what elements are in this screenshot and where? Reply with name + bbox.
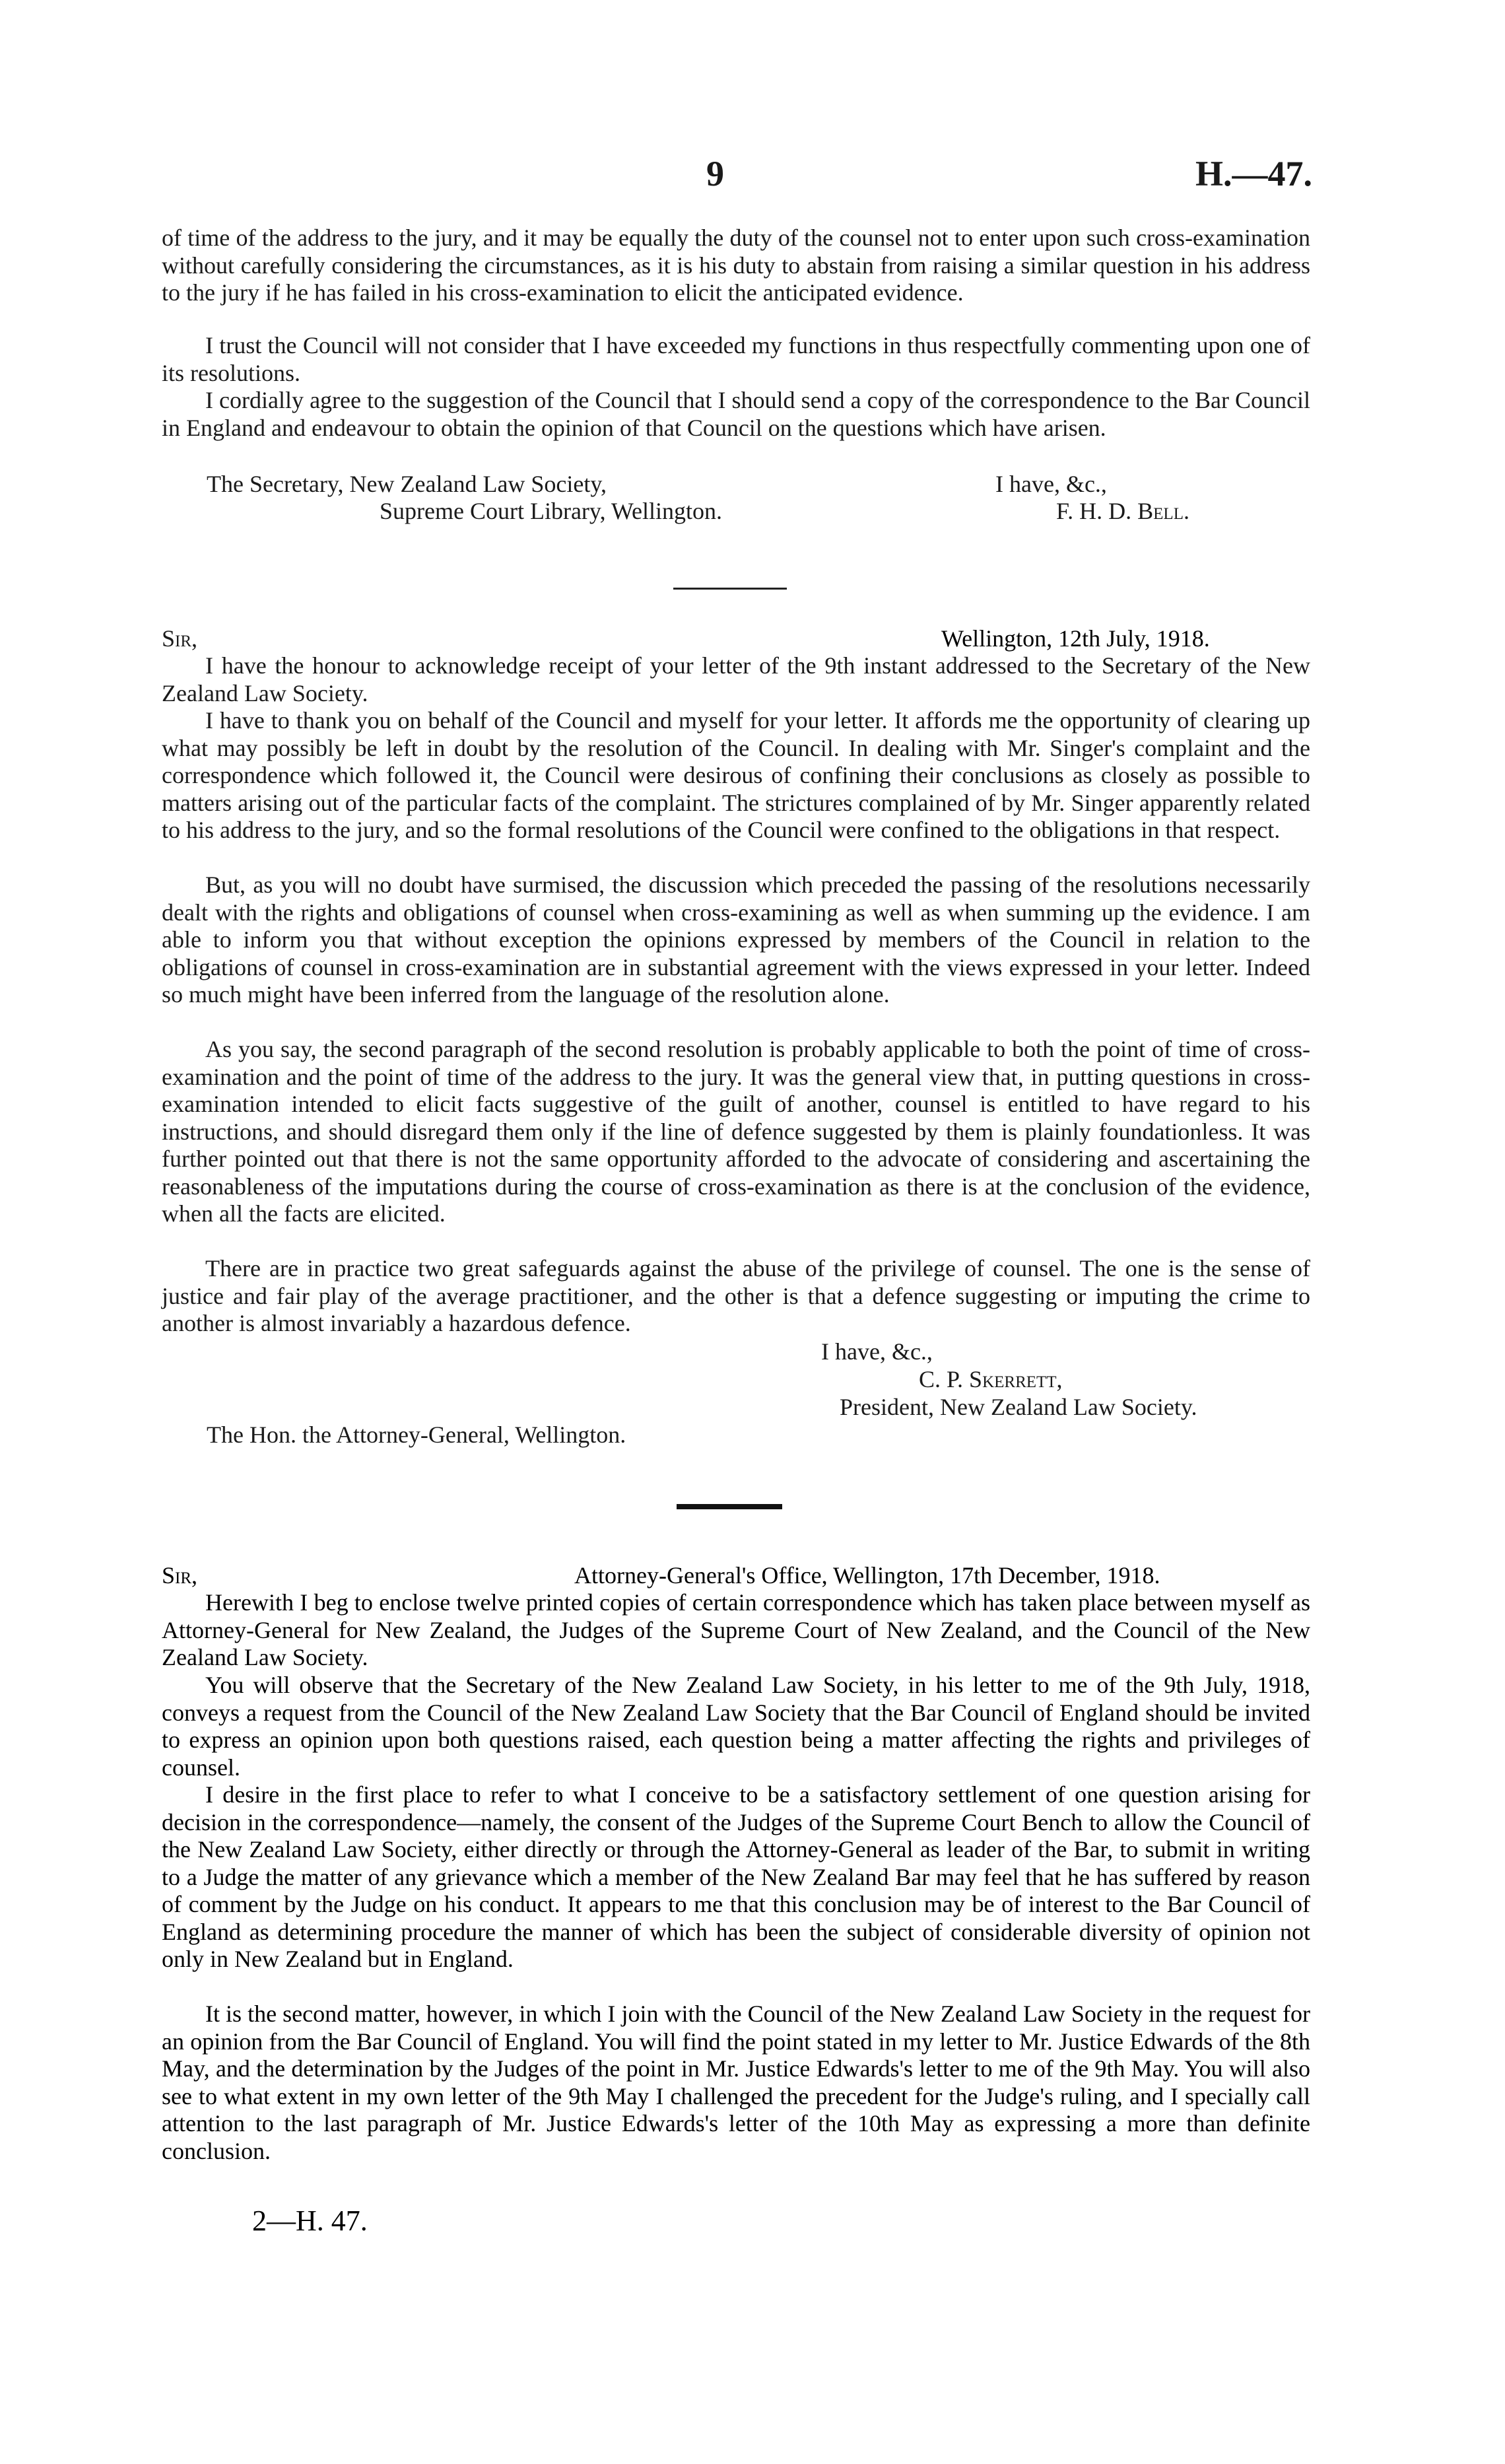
section-divider-2 [677, 1504, 782, 1509]
letter-2-paragraph-5: There are in practice two great safeguards against the abuse of the privilege of counsel. The one is the sense of justice and fair play of the average practitioner, and the other is that a defence suggesting or imputing the crime to another is almost invariably a hazardous defence. [162, 1255, 1310, 1336]
letter-2-paragraph-4: As you say, the second paragraph of the second resolution is probably applicable to both the point of time of cross-examination and the point of time of the address to the jury. It was the general view that, in putting questions in cross-examination intended to elicit facts suggestive of the guilt of another, counsel is entitled to have regard to his instructions, and should disregard them only if the line of defence suggested by them is plainly foundationless. It was further pointed out that there is not the same opportunity afforded to the advocate of considering and ascertaining the reasonableness of the imputations during the course of cross-examination as there is at the conclusion of the evidence, when all the facts are elicited. [162, 1036, 1310, 1227]
letter-3-paragraph-4: It is the second matter, however, in which I join with the Council of the New Zealand Law Society in the request for an opinion from the Bar Council of England. You will find the point stated in my letter to Mr. Justice Edwards of the 8th May, and the determination by the Judges of the point in Mr. Justice Edwards's letter to me of the 9th May. You will also see to what extent in my own letter of the 9th May I challenged the precedent for the Judge's ruling, and I specially call attention to the last paragraph of Mr. Justice Edwards's letter of the 10th May as expressing a more than definite conclusion. [162, 2001, 1310, 2164]
section-divider-1 [673, 588, 787, 590]
letter-2-paragraph-3: But, as you will no doubt have surmised, the discussion which preceded the passing of the resolutions necessarily dealt with the rights and obligations of counsel when cross-examining as well as when summing up the evidence. I am able to inform you that without exception the opinions expressed by members of the Council in relation to the obligations of counsel in cross-examination are in substantial agreement with the views expressed in your letter. Indeed so much might have been inferred from the language of the resolution alone. [162, 872, 1310, 1008]
letter-3-paragraph-1: Herewith I beg to enclose twelve printed copies of certain correspondence which has taken place between myself as Attorney-General for New Zealand, the Judges of the Supreme Court of New Zealand, and the Council of the New Zealand Law Society. [162, 1589, 1310, 1670]
letter-2-addressee: The Hon. the Attorney-General, Wellington. [207, 1421, 626, 1448]
letter-1-paragraph-1: of time of the address to the jury, and it may be equally the duty of the counsel not to enter upon such cross-examination without carefully considering the circumstances, as it is his duty to abstain from raising a similar question in his address to the jury if he has failed in his cross-examination to elicit the anticipated evidence. [162, 224, 1310, 306]
letter-1-addressee-line-2: Supreme Court Library, Wellington. [380, 498, 723, 524]
letter-3-paragraph-3: I desire in the first place to refer to what I conceive to be a satisfactory settlement of one question arising for decision in the correspondence—namely, the consent of the Judges of the Supreme Court Bench to allow the Council of the New Zealand Law Society, either directly or through the Attorney-General as leader of the Bar, to submit in writing to a Judge the matter of any grievance which a member of the New Zealand Bar may feel that he has suffered by reason of comment by the Judge on his conduct. It appears to me that this conclusion may be of interest to the Bar Council of England as determining procedure the manner of which has been the subject of considerable diversity of opinion not only in New Zealand but in England. [162, 1781, 1310, 1972]
letter-3-salutation: Sir, [162, 1562, 198, 1589]
letter-2-paragraph-1: I have the honour to acknowledge receipt of your letter of the 9th instant addressed to the Secretary of the New Zealand Law Society. [162, 652, 1310, 706]
letter-2-signature-title: President, New Zealand Law Society. [840, 1394, 1197, 1420]
letter-1-paragraph-3: I cordially agree to the suggestion of the Council that I should send a copy of the correspondence to the Bar Council in England and endeavour to obtain the opinion of that Council on the questions which have arisen. [162, 387, 1310, 441]
letter-1-paragraph-2: I trust the Council will not consider that I have exceeded my functions in thus respectfully commenting upon one of its resolutions. [162, 332, 1310, 386]
letter-1-signature: F. H. D. Bell. [1056, 498, 1189, 524]
letter-2-paragraph-2: I have to thank you on behalf of the Council and myself for your letter. It affords me the opportunity of clearing up what may possibly be left in doubt by the resolution of the Council. In dealing with Mr. Singer's complaint and the correspondence which followed it, the Council were desirous of confining their conclusions as closely as possible to matters arising out of the particular facts of the complaint. The strictures complained of by Mr. Singer apparently related to his address to the jury, and so the formal resolutions of the Council were confined to the obligations in that respect. [162, 707, 1310, 843]
letter-1-addressee-line-1: The Secretary, New Zealand Law Society, [207, 471, 607, 497]
letter-2-date: Wellington, 12th July, 1918. [941, 625, 1210, 652]
document-reference: H.—47. [1195, 154, 1312, 193]
letter-2-salutation: Sir, [162, 625, 198, 652]
letter-3-paragraph-2: You will observe that the Secretary of the New Zealand Law Society, in his letter to me of the 9th July, 1918, conveys a request from the Council of the New Zealand Law Society that the Bar Council of England should be invited to express an opinion upon both questions raised, each question being a matter affecting the rights and privileges of counsel. [162, 1672, 1310, 1781]
page-number: 9 [706, 154, 724, 193]
letter-2-signature: C. P. Skerrett, [919, 1366, 1063, 1392]
printer-signature-mark: 2—H. 47. [252, 2205, 368, 2237]
letter-2-closing: I have, &c., [821, 1338, 933, 1365]
letter-3-date: Attorney-General's Office, Wellington, 17th December, 1918. [574, 1562, 1160, 1589]
letter-1-closing: I have, &c., [995, 471, 1107, 497]
